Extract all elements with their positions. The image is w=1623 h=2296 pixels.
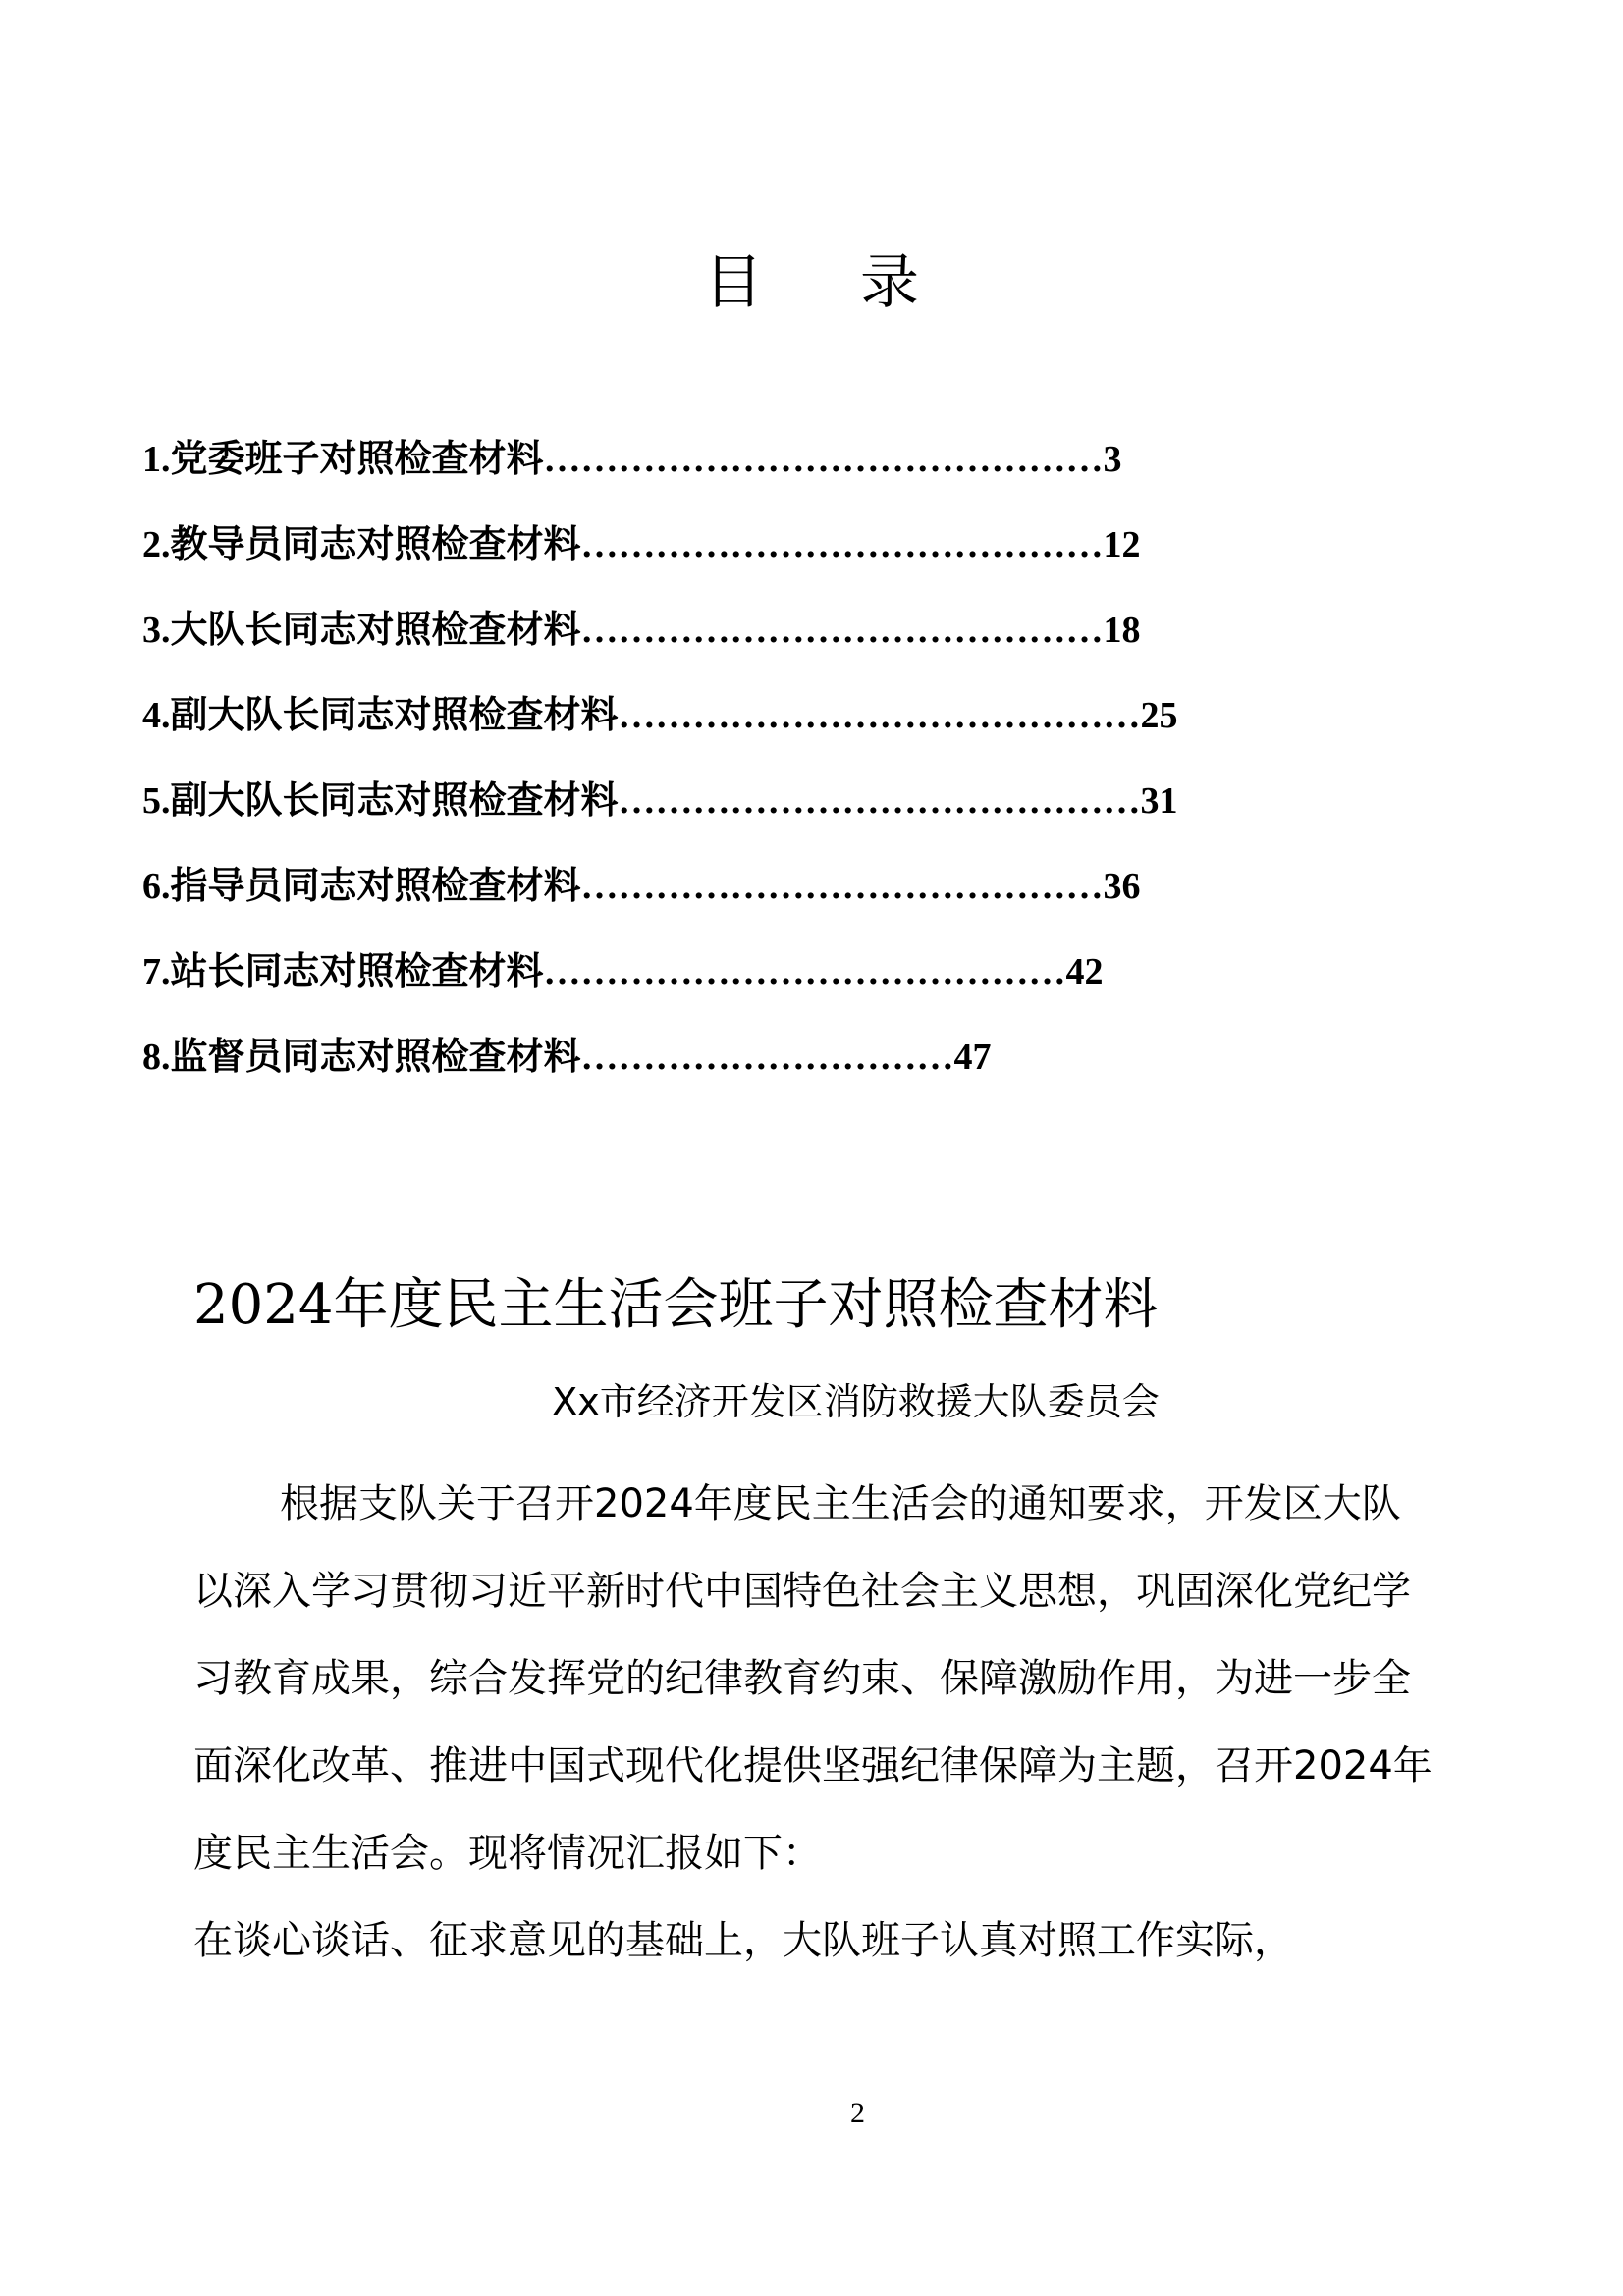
toc-item-leader: …………………………………… <box>580 610 1104 651</box>
toc-item-leader: …………………………………… <box>543 951 1066 992</box>
toc-item-leader: …………………………………… <box>580 524 1104 565</box>
toc-item[interactable] <box>142 855 1178 940</box>
toc-item-page: 36 <box>1103 866 1141 907</box>
body-paragraph: 在谈心谈话、征求意见的基础上，大队班子认真对照工作实际， <box>193 1918 1293 1963</box>
toc-item-number: 6. <box>142 866 171 907</box>
toc-item-page: 47 <box>953 1037 992 1078</box>
toc-item-page: 12 <box>1103 524 1141 565</box>
toc-item-leader: …………………………………… <box>618 695 1141 736</box>
toc-item-page: 42 <box>1065 951 1104 992</box>
toc-item[interactable] <box>142 599 1178 684</box>
toc-item-number: 4. <box>142 695 171 736</box>
toc-item-page: 3 <box>1103 439 1122 480</box>
toc-item-label: 副大队长同志对照检查材料 <box>170 778 619 822</box>
toc-item[interactable] <box>142 513 1178 599</box>
toc-item[interactable] <box>142 684 1178 770</box>
toc-item[interactable] <box>142 428 1178 513</box>
toc-title: 目 录 <box>703 248 959 317</box>
toc-item-label: 大队长同志对照检查材料 <box>170 608 581 651</box>
toc-item-page: 31 <box>1140 780 1178 822</box>
toc-item-leader: …………………………………… <box>618 780 1141 822</box>
toc-item-leader: ………………………… <box>580 1037 954 1078</box>
toc-item-label: 站长同志对照检查材料 <box>170 949 544 992</box>
toc-item-page: 18 <box>1103 610 1141 651</box>
toc-item-number: 5. <box>142 780 171 822</box>
toc-item-label: 监督员同志对照检查材料 <box>170 1035 581 1078</box>
toc-item-leader: ……………………………………… <box>543 439 1104 480</box>
toc-item-label: 教导员同志对照检查材料 <box>170 522 581 565</box>
toc-list <box>142 428 1178 1111</box>
toc-item[interactable] <box>142 940 1178 1026</box>
toc-item[interactable] <box>142 1026 1178 1111</box>
toc-item-number: 7. <box>142 951 171 992</box>
document-title: 2024年度民主生活会班子对照检查材料 <box>193 1273 1159 1337</box>
toc-item-label: 指导员同志对照检查材料 <box>170 864 581 907</box>
toc-item-page: 25 <box>1140 695 1178 736</box>
toc-item-label: 副大队长同志对照检查材料 <box>170 693 619 736</box>
toc-item-number: 2. <box>142 524 171 565</box>
page-number: 2 <box>850 2097 865 2129</box>
toc-item[interactable] <box>142 770 1178 855</box>
toc-item-number: 3. <box>142 610 171 651</box>
body-paragraph: 根据支队关于召开2024年度民主生活会的通知要求，开发区大队以深入学习贯彻习近平新时代中国特色社会主义思想，巩固深化党纪学习教育成果，综合发挥党的纪律教育约束、保障激励作用，为进一步全面深化改革、推进中国式现代化提供坚强纪律保障为主题，召开2024年度民主生活会。现将情况汇报如下： <box>193 1481 1433 1876</box>
toc-item-label: 党委班子对照检查材料 <box>170 437 544 480</box>
toc-item-number: 1. <box>142 439 171 480</box>
document-body <box>193 1461 1431 1985</box>
toc-item-number: 8. <box>142 1037 171 1078</box>
toc-item-leader: …………………………………… <box>580 866 1104 907</box>
document-organization: Xx市经济开发区消防救援大队委员会 <box>552 1380 1160 1423</box>
